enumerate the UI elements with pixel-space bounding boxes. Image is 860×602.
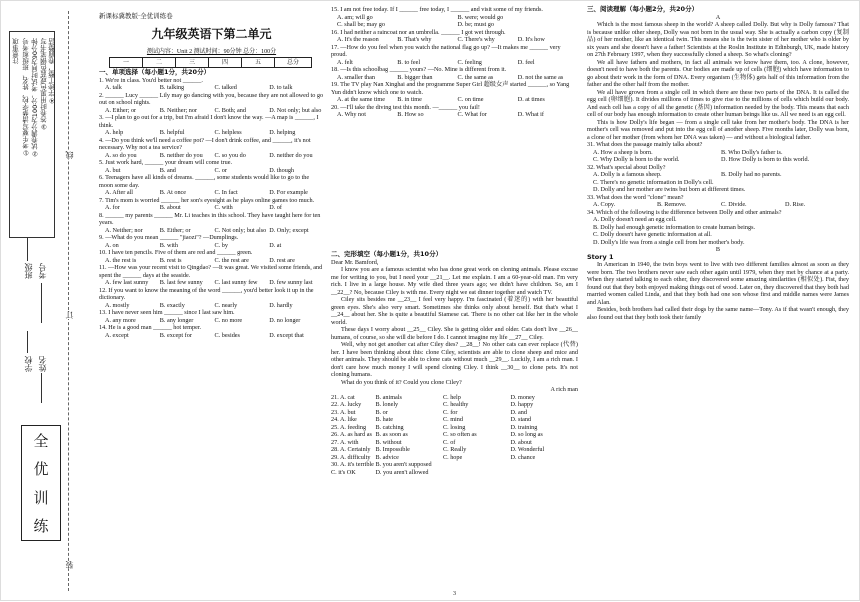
- answer-option[interactable]: C. no more: [214, 316, 243, 324]
- answer-option[interactable]: C. helpless: [214, 129, 242, 136]
- answer-options: [99, 167, 324, 175]
- answer-option[interactable]: B. exactly: [159, 301, 185, 309]
- answer-option[interactable]: B. about: [159, 204, 181, 211]
- cut-mark-install: 装: [65, 561, 74, 569]
- answer-option[interactable]: C. besides: [214, 331, 240, 339]
- question-stem: 13. I have never seen him ______ since I last saw him.: [99, 309, 235, 316]
- answer-option[interactable]: D. For example: [269, 189, 308, 196]
- letter-greeting: Dear Mr. Bamford,: [331, 258, 379, 266]
- answer-option[interactable]: D. stand: [510, 416, 532, 423]
- section-3: [587, 6, 849, 321]
- answer-option[interactable]: D. chance: [510, 453, 536, 461]
- answer-options: [99, 279, 324, 287]
- notice-item: ②试卷满分为100分，考试时间为90分钟: [31, 38, 39, 158]
- answer-option[interactable]: C. losing: [442, 423, 466, 431]
- brand-char: 全: [33, 431, 49, 450]
- question: [331, 81, 578, 104]
- answer-option[interactable]: C. Not only; but also: [214, 226, 267, 234]
- answer-option[interactable]: 28. A. Certainly: [331, 446, 371, 453]
- score-table: [109, 57, 312, 68]
- cloze-option-row: [331, 416, 578, 424]
- answer-option[interactable]: A. but: [105, 166, 121, 174]
- answer-option[interactable]: D. Not only; but also: [269, 106, 322, 114]
- cloze-option-row: [331, 469, 578, 477]
- question-stem: 18. —Is this schoolbag ______ yours? —No. Mine is different from it.: [331, 66, 507, 73]
- answer-option[interactable]: B. were; would go: [457, 13, 504, 21]
- score-header: 五: [242, 58, 275, 68]
- answer-option[interactable]: D. It's how: [517, 36, 545, 43]
- answer-option[interactable]: 22. A. lucky: [331, 401, 362, 408]
- answer-option[interactable]: 21. A. cat: [331, 393, 355, 401]
- answer-option[interactable]: D. neither do you: [269, 151, 313, 159]
- question: [99, 249, 324, 264]
- question: [99, 174, 324, 197]
- answer-option[interactable]: D. not the same as: [517, 73, 564, 81]
- answer-option[interactable]: B. Either; or: [159, 226, 191, 234]
- question-stem: 2. ______ Lucy ______ Lily may go dancing with you, because they are not allowed to go out on school nights.: [99, 91, 324, 106]
- answer-option[interactable]: D. Dolly's life was from a single cell from her mother's body.: [593, 238, 745, 246]
- number-field-line[interactable]: [41, 283, 42, 323]
- answer-option[interactable]: C. last sunny few: [214, 279, 258, 286]
- answer-options: [99, 107, 324, 115]
- section-1-continued: [331, 6, 578, 119]
- answer-option[interactable]: C. on time: [457, 96, 484, 103]
- answer-option[interactable]: D. though: [269, 166, 294, 174]
- answer-option[interactable]: C. so often as: [442, 431, 477, 438]
- question-stem: 17. —How do you feel when you watch the national flag go up? —It makes me ______ very proud.: [331, 43, 561, 58]
- answer-options: [99, 84, 324, 92]
- answer-option[interactable]: B. Impossible: [375, 446, 410, 453]
- answer-option[interactable]: D. except that: [269, 331, 304, 339]
- notice-item: ③答卷时用黑色或蓝色钢笔书写: [40, 38, 48, 131]
- question: [331, 44, 578, 67]
- answer-option[interactable]: C. the rest are: [214, 256, 249, 264]
- question-stem: 12. If you want to know the meaning of the word ______, you'd better look it up in the dictionary.: [99, 286, 314, 301]
- question: [99, 324, 324, 339]
- answer-option[interactable]: B. animals: [375, 393, 402, 401]
- answer-option[interactable]: C. with: [214, 204, 233, 211]
- answer-options: [99, 152, 324, 160]
- answer-option[interactable]: A. on: [105, 241, 119, 249]
- question-stem: 11. —How was your recent visit to Qingdao? —It was great. We visited some friends, and spent the ______ days at the seaside.: [99, 264, 323, 279]
- cloze-option-row: [331, 446, 578, 454]
- question: [99, 287, 324, 310]
- answer-option[interactable]: D. Wonderful: [510, 446, 545, 453]
- answer-option[interactable]: 23. A. but: [331, 408, 356, 416]
- story-title: Story 1: [587, 252, 614, 261]
- answer-option[interactable]: B. with: [159, 241, 178, 249]
- answer-options: [99, 204, 324, 212]
- reading-paragraph: We all have grown from a single cell in which there are these two parts of the DNA. It is called the egg cell (卵细胞). It divides millions of times to give rise to the millions of cells which build our body. And each cell has a copy of all the genetic (基因) information needed by the body. This means that each cell of our body has enough information to create other human beings like us. All we need is an egg cell.: [587, 88, 849, 118]
- question-stem: 6. Teenagers have all kinds of dreams. ______, some students would like to go to the moon some day.: [99, 174, 310, 189]
- answer-option[interactable]: B. any longer: [159, 316, 194, 324]
- answer-option[interactable]: C. so you do: [214, 151, 246, 159]
- answer-option[interactable]: B. and: [159, 166, 176, 174]
- question-stem: 3. —I plan to go out for a trip, but I'm afraid I don't know the way. —A map is ______, I think.: [99, 114, 319, 129]
- answer-option[interactable]: 27. A. with: [331, 438, 359, 446]
- answer-option[interactable]: D. What if: [517, 111, 544, 118]
- answer-option[interactable]: C. hope: [442, 453, 463, 461]
- answer-option[interactable]: B. Who Dolly's father is.: [721, 148, 783, 156]
- question-stem: 31. What does the passage mainly talks about?: [587, 141, 703, 148]
- answer-options: [331, 14, 578, 29]
- notice-item: ①考生要写清楚学校、姓名、班级和考号: [22, 38, 30, 157]
- reading-questions: [587, 141, 849, 246]
- answer-option[interactable]: B. you aren't supposed: [375, 461, 432, 468]
- answer-option[interactable]: A. smaller than: [337, 73, 375, 81]
- cloze-option-row: [331, 431, 578, 439]
- answer-option[interactable]: B. Remove.: [657, 201, 687, 208]
- brand-char: 训: [33, 488, 49, 507]
- question: [331, 66, 578, 81]
- question-stem: 20. —I'll take the diving test this month. —______ you fail!: [331, 103, 480, 111]
- answer-option[interactable]: C. mind: [442, 416, 463, 423]
- score-header: 四: [209, 58, 242, 68]
- question: [587, 209, 849, 247]
- answer-option[interactable]: A. Neither; nor: [105, 226, 143, 234]
- section-1: [99, 69, 324, 339]
- name-field-line[interactable]: [41, 373, 42, 403]
- answer-options: [587, 149, 849, 164]
- answer-option[interactable]: C. help: [442, 393, 461, 401]
- cloze-option-row: [331, 409, 578, 417]
- series-label: 新课标冀教版·全优训练卷: [99, 12, 173, 20]
- answer-option[interactable]: A. except: [105, 331, 129, 339]
- answer-option[interactable]: C. healthy: [442, 401, 469, 408]
- question-stem: 34. Which of the following is the difference between Dolly and other animals?: [587, 208, 782, 216]
- answer-option[interactable]: B. Dolly had no parents.: [721, 171, 782, 178]
- answer-option[interactable]: D. feel: [517, 58, 535, 66]
- answer-option[interactable]: C. Why Dolly is born to the world.: [593, 156, 680, 163]
- question: [99, 92, 324, 115]
- question-stem: 15. I am not free today. If I ______ free today, I ______ and visit some of my friends.: [331, 6, 543, 13]
- answer-option[interactable]: D. Rise.: [785, 201, 806, 208]
- section-2: [331, 251, 578, 476]
- answer-option[interactable]: C. talked: [214, 84, 237, 91]
- question-stem: 33. What does the word "clone" mean?: [587, 193, 684, 201]
- answer-option[interactable]: C. Dolly doesn't have genetic information at all.: [593, 231, 712, 238]
- school-field-line[interactable]: [27, 331, 28, 353]
- answer-option[interactable]: D. at: [269, 241, 282, 249]
- answer-option[interactable]: D. about: [510, 438, 532, 446]
- answer-option[interactable]: C. Really: [442, 446, 467, 453]
- answer-options: [99, 227, 324, 235]
- answer-option[interactable]: C. of: [442, 438, 456, 446]
- answer-option[interactable]: A. How a sheep is born.: [593, 148, 653, 156]
- answer-option[interactable]: B. helpful: [159, 129, 185, 136]
- question: [587, 141, 849, 164]
- answer-option[interactable]: C. by: [214, 241, 228, 249]
- question: [99, 212, 324, 235]
- cloze-option-row: [331, 424, 578, 432]
- answer-option[interactable]: A. am; will go: [337, 13, 373, 21]
- answer-option[interactable]: B. catching: [375, 423, 404, 431]
- section-title: 一、单项选择（每小题1分，共20分）: [99, 68, 211, 76]
- cut-line: [68, 11, 69, 591]
- cloze-option-row: [331, 439, 578, 447]
- question-stem: 19. The TV play Nan Xinghai and the programme Super Girl 超级女声 started ______, so Yang Yun didn't know which one to watch.: [331, 81, 570, 96]
- answer-option[interactable]: A. Dolly is a famous sheep.: [593, 171, 662, 178]
- answer-option[interactable]: B. or: [375, 408, 388, 416]
- question: [99, 77, 324, 92]
- reading-paragraph: This is how Dolly's life began — from a single cell take from her mother's body. The DNA is her mother's cell was removed and put into the egg cell of another sheep. Five months later, Dolly was born, a clone of her mother (from whom her DNA was taken) — and without a biological father.: [587, 118, 849, 141]
- brand-char: 优: [33, 460, 49, 479]
- answer-option[interactable]: B. advice: [375, 453, 399, 461]
- answer-option[interactable]: C. Divide.: [721, 201, 747, 208]
- question: [99, 159, 324, 174]
- cloze-option-row: [331, 394, 578, 402]
- answer-option[interactable]: B. except for: [159, 331, 192, 339]
- answer-option[interactable]: C. shall be; may go: [337, 21, 385, 28]
- exam-meta: 测试内容：Unit 2 测试时间：90分钟 总分：100分: [146, 49, 277, 55]
- question: [99, 197, 324, 212]
- answer-option[interactable]: A. It's the reason: [337, 36, 379, 43]
- score-header: 一: [110, 58, 143, 68]
- number-field-label: 考号: [38, 263, 47, 279]
- answer-option[interactable]: D. money: [510, 393, 535, 401]
- reading-paragraph: In American in 1940, the twin boys went to live with two different families almost as soon as they were born. The two brothers never saw each other again until 1979, when they met by chance at a party. When they started talking to each other, they discovered some amazing similarities (相似处). Fist, they found out that they both enjoyed making things out of wood. Later on, they discovered that they both had married women called Linda, and that they both had one son whose first and middle names were James and Alan.: [587, 261, 849, 306]
- answer-option[interactable]: 30. A. it's terrible: [331, 461, 374, 468]
- answer-option[interactable]: D. and: [510, 408, 527, 416]
- answer-options: [99, 317, 324, 325]
- cloze-paragraph: I know you are a famous scientist who has done great work on cloning animals. Please excuse me for writing to you, but I need your __21__. Let me explain. I am a 60-year-old man. I'm very rich. I live in a large house. My wife died three years ago; we didn't have children. So, am I __22__? No, because Ciley is with me. Every night we eat dinner together and watch TV.: [331, 266, 578, 296]
- answer-options: [99, 302, 324, 310]
- question-stem: 8. ______ my parents ______ Mr. Li teaches in this school. They have taught here for ten years.: [99, 211, 321, 226]
- answer-option[interactable]: C. In fact: [214, 189, 238, 196]
- question: [99, 137, 324, 160]
- cut-mark-line: 线: [65, 151, 74, 159]
- answer-option[interactable]: C. or: [214, 166, 227, 174]
- answer-option[interactable]: B. lonely: [375, 401, 399, 408]
- cloze-option-row: [331, 454, 578, 462]
- answer-option[interactable]: A. help: [105, 129, 124, 136]
- answer-options: [331, 36, 578, 44]
- question-stem: 9. —What do you mean ______ "jiaozi"? —Dumplings.: [99, 234, 239, 241]
- answer-option[interactable]: C. for: [442, 408, 458, 416]
- answer-option[interactable]: B. last few sunny: [159, 279, 203, 286]
- answer-option[interactable]: D. hardly: [269, 301, 293, 309]
- answer-option[interactable]: A. few last sunny: [105, 279, 149, 286]
- answer-option[interactable]: D. so long as: [510, 431, 543, 438]
- cloze-option-row: [331, 461, 578, 469]
- answer-option[interactable]: 24. A. like: [331, 416, 357, 423]
- cut-mark-bind: 订: [65, 311, 74, 319]
- answer-option[interactable]: D. Dolly and her mother are twins but born at different times.: [593, 186, 746, 193]
- answer-option[interactable]: A. the rest is: [105, 256, 137, 264]
- question: [331, 29, 578, 44]
- section-title: 三、阅读理解（每小题2分，共20分）: [587, 5, 699, 13]
- answer-option[interactable]: B. without: [375, 438, 402, 446]
- question-stem: 4. —Do you think we'll need a coffee pot? —I don't drink coffee, and ______, it's not necessary. Why not a tea service?: [99, 136, 311, 151]
- page-number: 3: [453, 591, 456, 597]
- question: [331, 104, 578, 119]
- answer-options: [99, 189, 324, 197]
- answer-option[interactable]: D. rest are: [269, 256, 295, 264]
- answer-option[interactable]: C. There's why: [457, 36, 495, 43]
- answer-option[interactable]: C. feeling: [457, 58, 482, 66]
- answer-option[interactable]: B. neither do you: [159, 151, 203, 159]
- question: [99, 264, 324, 287]
- answer-option[interactable]: D. of: [269, 204, 282, 211]
- question-stem: 5. Just work hard, ______ your dream will come true.: [99, 159, 233, 166]
- answer-option[interactable]: B. At once: [159, 189, 187, 196]
- answer-option[interactable]: A. for: [105, 204, 120, 211]
- score-header: 二: [143, 58, 176, 68]
- answer-option[interactable]: A. Copy.: [593, 201, 616, 208]
- answer-option[interactable]: D. be; must go: [457, 21, 494, 28]
- score-header: 三: [176, 58, 209, 68]
- passage-label: A: [715, 13, 721, 21]
- answer-option[interactable]: C. Both; and: [214, 106, 246, 114]
- question-stem: 1. We're in class. You'd better not ______.: [99, 76, 203, 84]
- question: [331, 6, 578, 29]
- answer-option[interactable]: 25. A. feeding: [331, 423, 367, 431]
- answer-option[interactable]: A. Why not: [337, 111, 366, 118]
- answer-option[interactable]: D. few sunny last: [269, 279, 313, 286]
- question-stem: 7. Tim's mom is worried ______ her son's eyesight as he plays online games too much.: [99, 196, 315, 204]
- reading-paragraph: We all have fathers and mothers, in fact all animals we know have them, too. A clone, however, doesn't need to have both the parents. Our bodies are made up of cells (细胞) which have information to go about their work in the form of DNA. Every organism (生物体) gets half of this information from the father and the other half from the mother.: [587, 58, 849, 88]
- cloze-paragraph: These days I worry about __25__ Ciley. She is getting older and older. Cats don't live __26__ humans, of course, so she will die before I do. I cannot imagine my life __27__ Ciley.: [331, 326, 578, 341]
- page-title: 九年级英语下第二单元: [151, 27, 272, 41]
- answer-option[interactable]: B. as soon as: [375, 431, 408, 438]
- question: [587, 164, 849, 194]
- answer-options: [331, 74, 578, 82]
- answer-options: [99, 129, 324, 137]
- answer-option[interactable]: A. Dolly doesn't need an egg cell.: [593, 216, 677, 223]
- answer-option[interactable]: C. it's OK: [331, 468, 356, 476]
- question: [99, 309, 324, 324]
- class-field-line[interactable]: [27, 237, 28, 261]
- answer-option: [443, 469, 511, 477]
- notice-title: 注意事项: [12, 38, 20, 64]
- answer-options: [99, 257, 324, 265]
- cloze-option-row: [331, 401, 578, 409]
- answer-option[interactable]: B. Dolly had enough genetic information to create human beings.: [593, 223, 756, 231]
- score-header: 总分: [275, 58, 312, 68]
- answer-option[interactable]: B. in time: [397, 96, 422, 103]
- question-stem: 14. He is a good man ______ hot temper.: [99, 324, 202, 331]
- section-title: 二、完形填空（每小题1分，共10分）: [331, 250, 443, 258]
- answer-option[interactable]: D. How Dolly is born to this world.: [721, 156, 810, 163]
- answer-option: [510, 461, 578, 469]
- answer-option[interactable]: A. any more: [105, 316, 136, 324]
- answer-option[interactable]: A. After all: [105, 189, 134, 196]
- answer-option[interactable]: B. rest is: [159, 256, 182, 264]
- answer-option[interactable]: A. felt: [337, 58, 353, 66]
- answer-option[interactable]: D. training: [510, 423, 538, 431]
- answer-option[interactable]: B. How so: [397, 111, 424, 118]
- answer-option[interactable]: D. you aren't allowed: [375, 468, 429, 476]
- answer-option[interactable]: B. to feel: [397, 58, 421, 66]
- answer-options: [331, 96, 578, 104]
- class-field-label: 班级: [24, 263, 33, 279]
- name-field-label: 姓名: [38, 356, 47, 372]
- answer-option[interactable]: C. There's no genetic information in Dolly's cell.: [593, 178, 714, 186]
- question-stem: 32. What's special about Dolly?: [587, 163, 666, 171]
- school-field-label: 学校: [24, 356, 33, 372]
- answer-option[interactable]: C. What for: [457, 111, 487, 118]
- cloze-paragraph: Well, why not get another cat after Ciley dies? __28__! No other cats can ever replace (代替) her. I have been thinking about this: clone Ciley, scientists are able to clone sheep and mice and other animals. They should be able to clone cats without much __29__. Luckily, I am a rich man. I don't care how much money I will spend cloning Ciley. I think __30__ to clone pets. It's not cloning humans.: [331, 341, 578, 378]
- reading-paragraph: Besides, both brothers had called their dogs by the same name—Tony. As if that wasn't enough, they also found out that they both took their family: [587, 306, 849, 321]
- answer-option[interactable]: B. hate: [375, 416, 393, 423]
- brand-char: 练: [33, 517, 49, 536]
- answer-option[interactable]: C. nearly: [214, 301, 238, 309]
- answer-options: [331, 111, 578, 119]
- answer-option[interactable]: D. helping: [269, 129, 296, 136]
- cloze-paragraph: What do you think of it? Could you clone Ciley?: [341, 378, 462, 386]
- answer-options: [587, 201, 849, 209]
- question-stem: 10. I have ten pencils. Five of them are red and ______ green.: [99, 249, 253, 256]
- answer-option[interactable]: B. That's why: [397, 36, 432, 43]
- binding-margin: [1, 1, 93, 602]
- reading-paragraph: Which is the most famous sheep in the world? A sheep called Dolly. But why is Dolly famous? That is because unlike other sheep, Dolly was not born in the usual way. She is actually a carbon copy (复制品) of her mother, like an identical twin. This means she is the twin sister of her mother who is older by six years and she doesn't have a father! Scientists at the Roslin Institute in Edinburgh, UK, made history on 27th February 1997, when they successfully cloned a sheep. So what's cloning?: [587, 21, 849, 58]
- question: [587, 194, 849, 209]
- answer-option[interactable]: D. no longer: [269, 316, 301, 324]
- passage-label: B: [715, 246, 721, 253]
- answer-option[interactable]: 29. A. difficulty: [331, 453, 371, 461]
- answer-option[interactable]: D. happy: [510, 401, 534, 408]
- answer-option[interactable]: A. so do you: [105, 151, 137, 159]
- answer-option[interactable]: B. Neither; nor: [159, 106, 198, 114]
- answer-option[interactable]: A. mostly: [105, 301, 130, 309]
- answer-options: [587, 171, 849, 194]
- letter-signature: A rich man: [550, 386, 578, 393]
- answer-option[interactable]: C. the same as: [457, 73, 494, 81]
- cloze-paragraph: Ciley sits besides me __23__ I feel very happy. I'm fascinated (着迷的) with her beautiful green eyes. She's also very smart. Sometimes she thinks only about herself. But that's what I __24__ about her. She is quite a beautiful Siamese cat. There is no other cat like her in the whole world.: [331, 296, 578, 326]
- answer-options: [331, 59, 578, 67]
- answer-option[interactable]: 26. A. as hard as: [331, 431, 372, 438]
- answer-options: [99, 332, 324, 340]
- answer-option: [443, 461, 511, 469]
- question: [99, 114, 324, 137]
- question-stem: 16. I had neither a raincoat nor an umbrella. ______ I got wet through.: [331, 28, 506, 36]
- answer-option[interactable]: B. bigger than: [397, 73, 433, 81]
- brand-logo: [21, 425, 61, 541]
- answer-option[interactable]: D. to talk: [269, 84, 293, 91]
- notice-box: [9, 31, 55, 238]
- answer-option[interactable]: A. talk: [105, 84, 122, 91]
- notice-item: ④字迹工整，卷面整洁: [48, 38, 56, 105]
- answer-options: [99, 242, 324, 250]
- answer-option: [510, 469, 578, 477]
- answer-option[interactable]: D. at times: [517, 96, 545, 103]
- answer-option[interactable]: A. at the same time: [337, 96, 385, 103]
- answer-option[interactable]: A. Either; or: [105, 106, 137, 114]
- question: [99, 234, 324, 249]
- answer-option[interactable]: B. talking: [159, 84, 185, 91]
- answer-option[interactable]: D. Only; except: [269, 226, 309, 234]
